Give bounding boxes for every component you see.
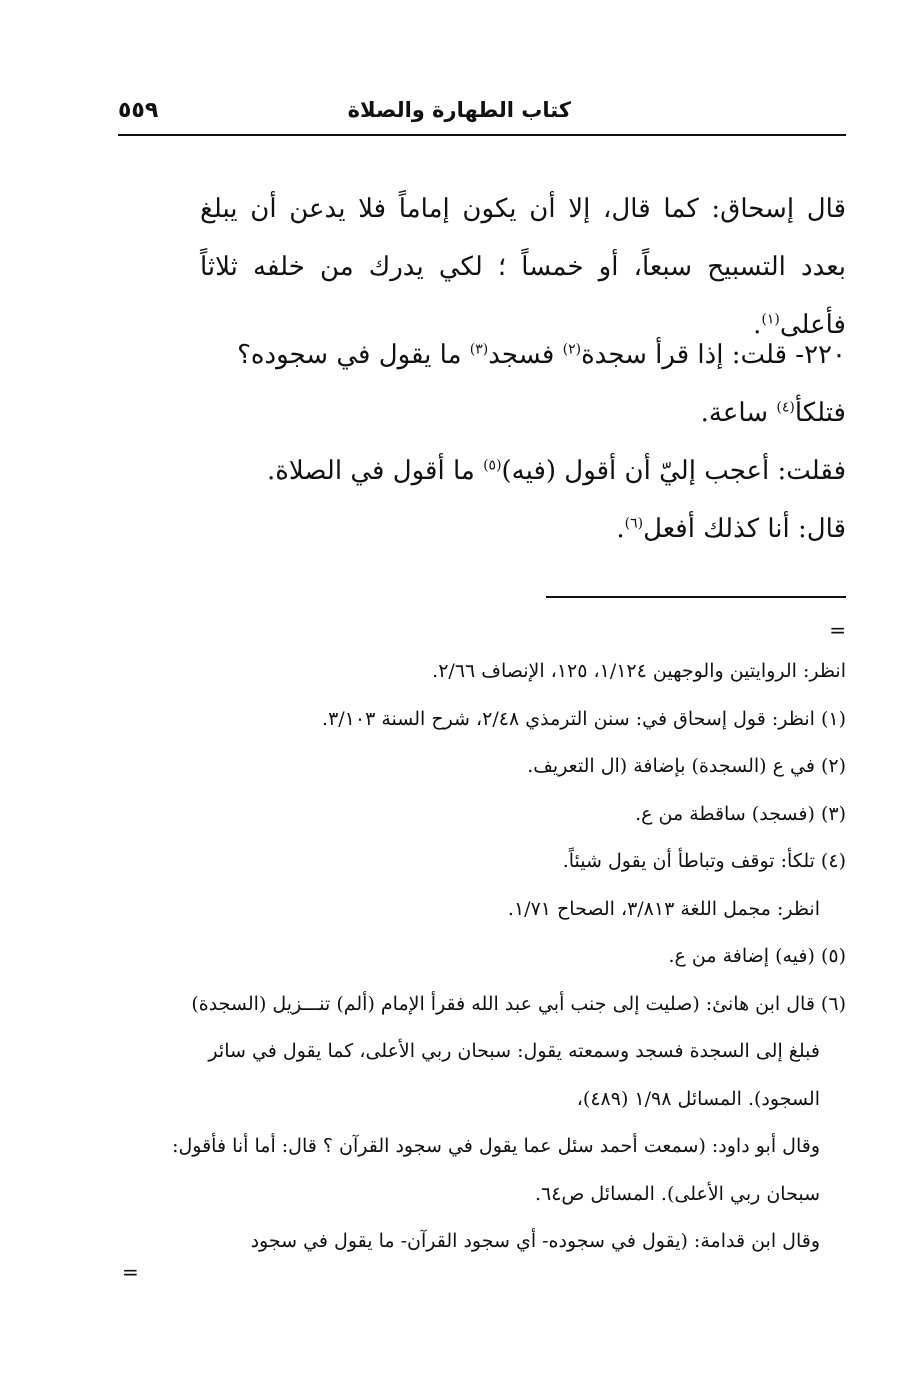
footnote-ref-4: (٤) <box>776 399 795 416</box>
footnote-1: (١) انظر: قول إسحاق في: سنن الترمذي ٢/٤٨، شرح السنة ٣/١٠٣. <box>322 707 846 730</box>
footnote-line: انظر: الروايتين والوجهين ١/١٢٤، ١٢٥، الإنصاف ٢/٦٦. <box>432 660 846 682</box>
footnote-4-ref: انظر: مجمل اللغة ٣/٨١٣، الصحاح ١/٧١. <box>507 897 820 920</box>
footnote-5: (٥) (فيه) إضافة من ع. <box>668 945 846 967</box>
continuation-mark-bottom: = <box>122 1260 139 1284</box>
footnote-separator <box>546 596 846 598</box>
footnote-6-abu-dawud: وقال أبو داود: (سمعت أحمد سئل عما يقول في سجود القرآن ؟ قال: أما أنا فأقول: <box>172 1135 820 1157</box>
question-line-4: قال: أنا كذلك أفعل$^{(٦)}$. <box>616 514 846 544</box>
footnote-6-cont: سبحان ربي الأعلى). المسائل ص٦٤. <box>534 1182 820 1205</box>
footnote-ref-2: (٢) <box>562 341 582 358</box>
question-line-1: ٢٢٠- قلت: إذا قرأ سجدة$^{(٢)}$ فسجد$^{(٣)}$ ما يقول في سجوده؟ <box>237 340 846 370</box>
book-title: كتاب الطهارة والصلاة <box>347 98 571 122</box>
question-line-3: فقلت: أعجب إليّ أن أقول (فيه)$^{(٥)}$ ما أقول في الصلاة. <box>266 456 846 486</box>
footnote-6-cont: فبلغ إلى السجدة فسجد وسمعته يقول: سبحان ربي الأعلى، كما يقول في سائر <box>208 1040 820 1062</box>
continuation-mark-top: = <box>829 618 846 642</box>
footnote-6-ibn-qudama: وقال ابن قدامة: (يقول في سجوده- أي سجود القرآن- ما يقول في سجود <box>250 1230 820 1252</box>
page-header <box>118 98 846 132</box>
footnote-4: (٤) تلكأ: توقف وتباطأ أن يقول شيئاً. <box>562 850 846 872</box>
question-line-2: فتلكأ$^{(٤)}$ ساعة. <box>700 398 846 428</box>
footnotes <box>140 648 846 1266</box>
footnote-6-cont: السجود). المسائل ١/٩٨ (٤٨٩)، <box>576 1087 820 1110</box>
footnote-2: (٢) في ع (السجدة) بإضافة (ال التعريف. <box>527 755 846 777</box>
footnote-ref-5: (٥) <box>483 457 502 474</box>
footnote-6: (٦) قال ابن هانئ: (صليت إلى جنب أبي عبد الله فقرأ الإمام (ألم) تنـــزيل (السجدة) <box>191 992 846 1015</box>
footnote-3: (٣) (فسجد) ساقطة من ع. <box>635 802 846 825</box>
footnote-ref-6: (٦) <box>624 515 644 532</box>
page-number: ٥٥٩ <box>118 98 159 123</box>
paragraph-text: قال إسحاق: كما قال، إلا أن يكون إماماً فلا يدعن أن يبلغ بعدد التسبيح سبعاً، أو خمساً ؛ لكي يدرك من خلفه ثلاثاً فأعلى$^{(١)}$. <box>200 194 847 340</box>
question-220 <box>186 326 846 558</box>
footnote-ref-1: (١) <box>761 311 780 328</box>
header-rule <box>118 134 846 136</box>
footnote-ref-3: (٣) <box>469 341 489 358</box>
